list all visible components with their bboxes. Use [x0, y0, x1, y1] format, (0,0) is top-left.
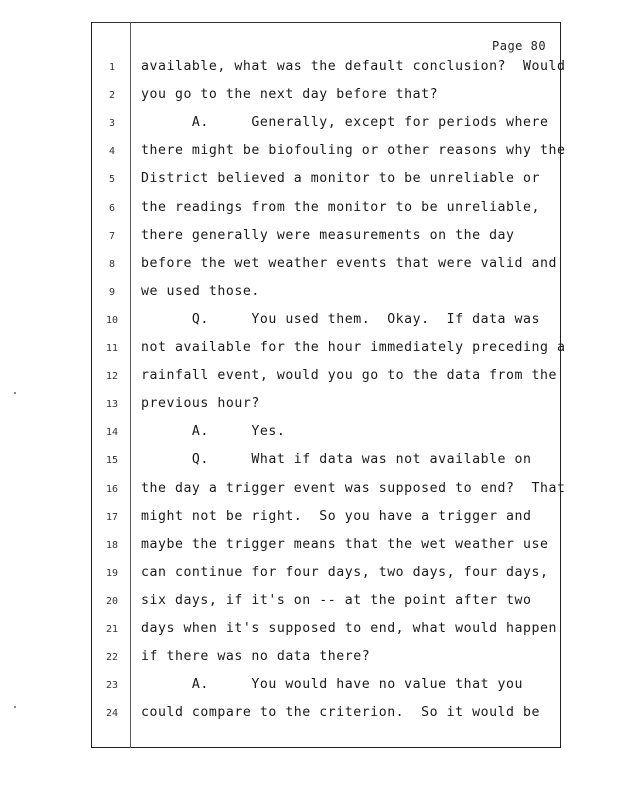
line-text: the day a trigger event was supposed to end? That [141, 480, 566, 496]
transcript-line [0, 115, 618, 135]
transcript-line [0, 621, 618, 641]
transcript-line [0, 87, 618, 107]
transcript-line [0, 537, 618, 557]
line-text: Q. You used them. Okay. If data was [141, 311, 541, 327]
line-number: 12 [105, 371, 119, 383]
line-text: previous hour? [141, 396, 260, 412]
line-text: available, what was the default conclusion? Would [141, 59, 566, 74]
line-text: six days, if it's on -- at the point after two [141, 592, 532, 608]
line-number: 6 [108, 202, 116, 214]
line-text: rainfall event, would you go to the data from the [141, 368, 557, 384]
line-text: maybe the trigger means that the wet weather use [141, 536, 549, 552]
line-number: 11 [105, 343, 119, 354]
line-text: days when it's supposed to end, what would happen [141, 621, 557, 636]
line-number: 19 [105, 567, 119, 579]
line-text: there generally were measurements on the day [141, 227, 515, 243]
line-number: 7 [108, 230, 116, 242]
line-text: we used those. [141, 283, 260, 299]
transcript-line [0, 340, 618, 360]
line-text: not available for the hour immediately preceding a [141, 340, 566, 355]
transcript-line [0, 677, 618, 697]
line-number: 9 [108, 286, 116, 298]
line-number: 13 [105, 399, 119, 411]
transcript-line [0, 509, 618, 529]
scan-speck [14, 392, 16, 394]
transcript-line [0, 396, 618, 416]
line-number: 3 [108, 118, 116, 130]
line-text: can continue for four days, two days, four days, [141, 564, 549, 580]
line-number: 20 [105, 595, 119, 607]
line-number: 17 [105, 511, 119, 523]
line-number: 14 [105, 427, 119, 439]
transcript-line [0, 368, 618, 388]
line-number: 23 [105, 680, 119, 692]
line-text: A. Generally, except for periods where [141, 115, 549, 131]
line-text: District believed a monitor to be unreliable or [141, 171, 541, 187]
transcript-line [0, 593, 618, 613]
line-text: A. Yes. [141, 424, 286, 440]
transcript-line [0, 649, 618, 669]
line-text: the readings from the monitor to be unreliable, [141, 199, 541, 215]
transcript-line [0, 143, 618, 163]
transcript-line [0, 59, 618, 79]
line-text: could compare to the criterion. So it would be [141, 705, 541, 721]
line-number: 8 [108, 258, 116, 270]
line-text: A. You would have no value that you [141, 677, 524, 693]
line-number: 4 [108, 146, 116, 158]
transcript-line [0, 424, 618, 444]
transcript-line [0, 481, 618, 501]
transcript-line [0, 565, 618, 585]
line-number: 2 [108, 90, 116, 102]
transcript-line [0, 284, 618, 304]
transcript-line [0, 256, 618, 276]
page-number: Page 80 [492, 39, 547, 53]
line-number: 5 [108, 174, 116, 186]
transcript-line [0, 171, 618, 191]
line-text: if there was no data there? [141, 649, 371, 665]
transcript-line [0, 705, 618, 725]
transcript-line [0, 452, 618, 472]
line-number: 16 [105, 483, 119, 495]
line-number: 22 [105, 652, 119, 664]
line-number: 1 [108, 62, 116, 73]
transcript-line [0, 312, 618, 332]
scan-speck [14, 706, 16, 708]
line-text: there might be biofouling or other reasons why the [141, 143, 566, 159]
line-text: before the wet weather events that were valid and [141, 255, 557, 271]
line-number: 24 [105, 708, 119, 720]
transcript-line [0, 228, 618, 248]
line-text: you go to the next day before that? [141, 87, 439, 103]
line-number: 18 [105, 539, 119, 551]
line-number: 10 [105, 314, 119, 326]
transcript-line [0, 200, 618, 220]
line-number: 15 [105, 455, 119, 467]
line-number: 21 [105, 624, 119, 635]
line-text: Q. What if data was not available on [141, 452, 532, 468]
line-text: might not be right. So you have a trigger and [141, 508, 532, 524]
